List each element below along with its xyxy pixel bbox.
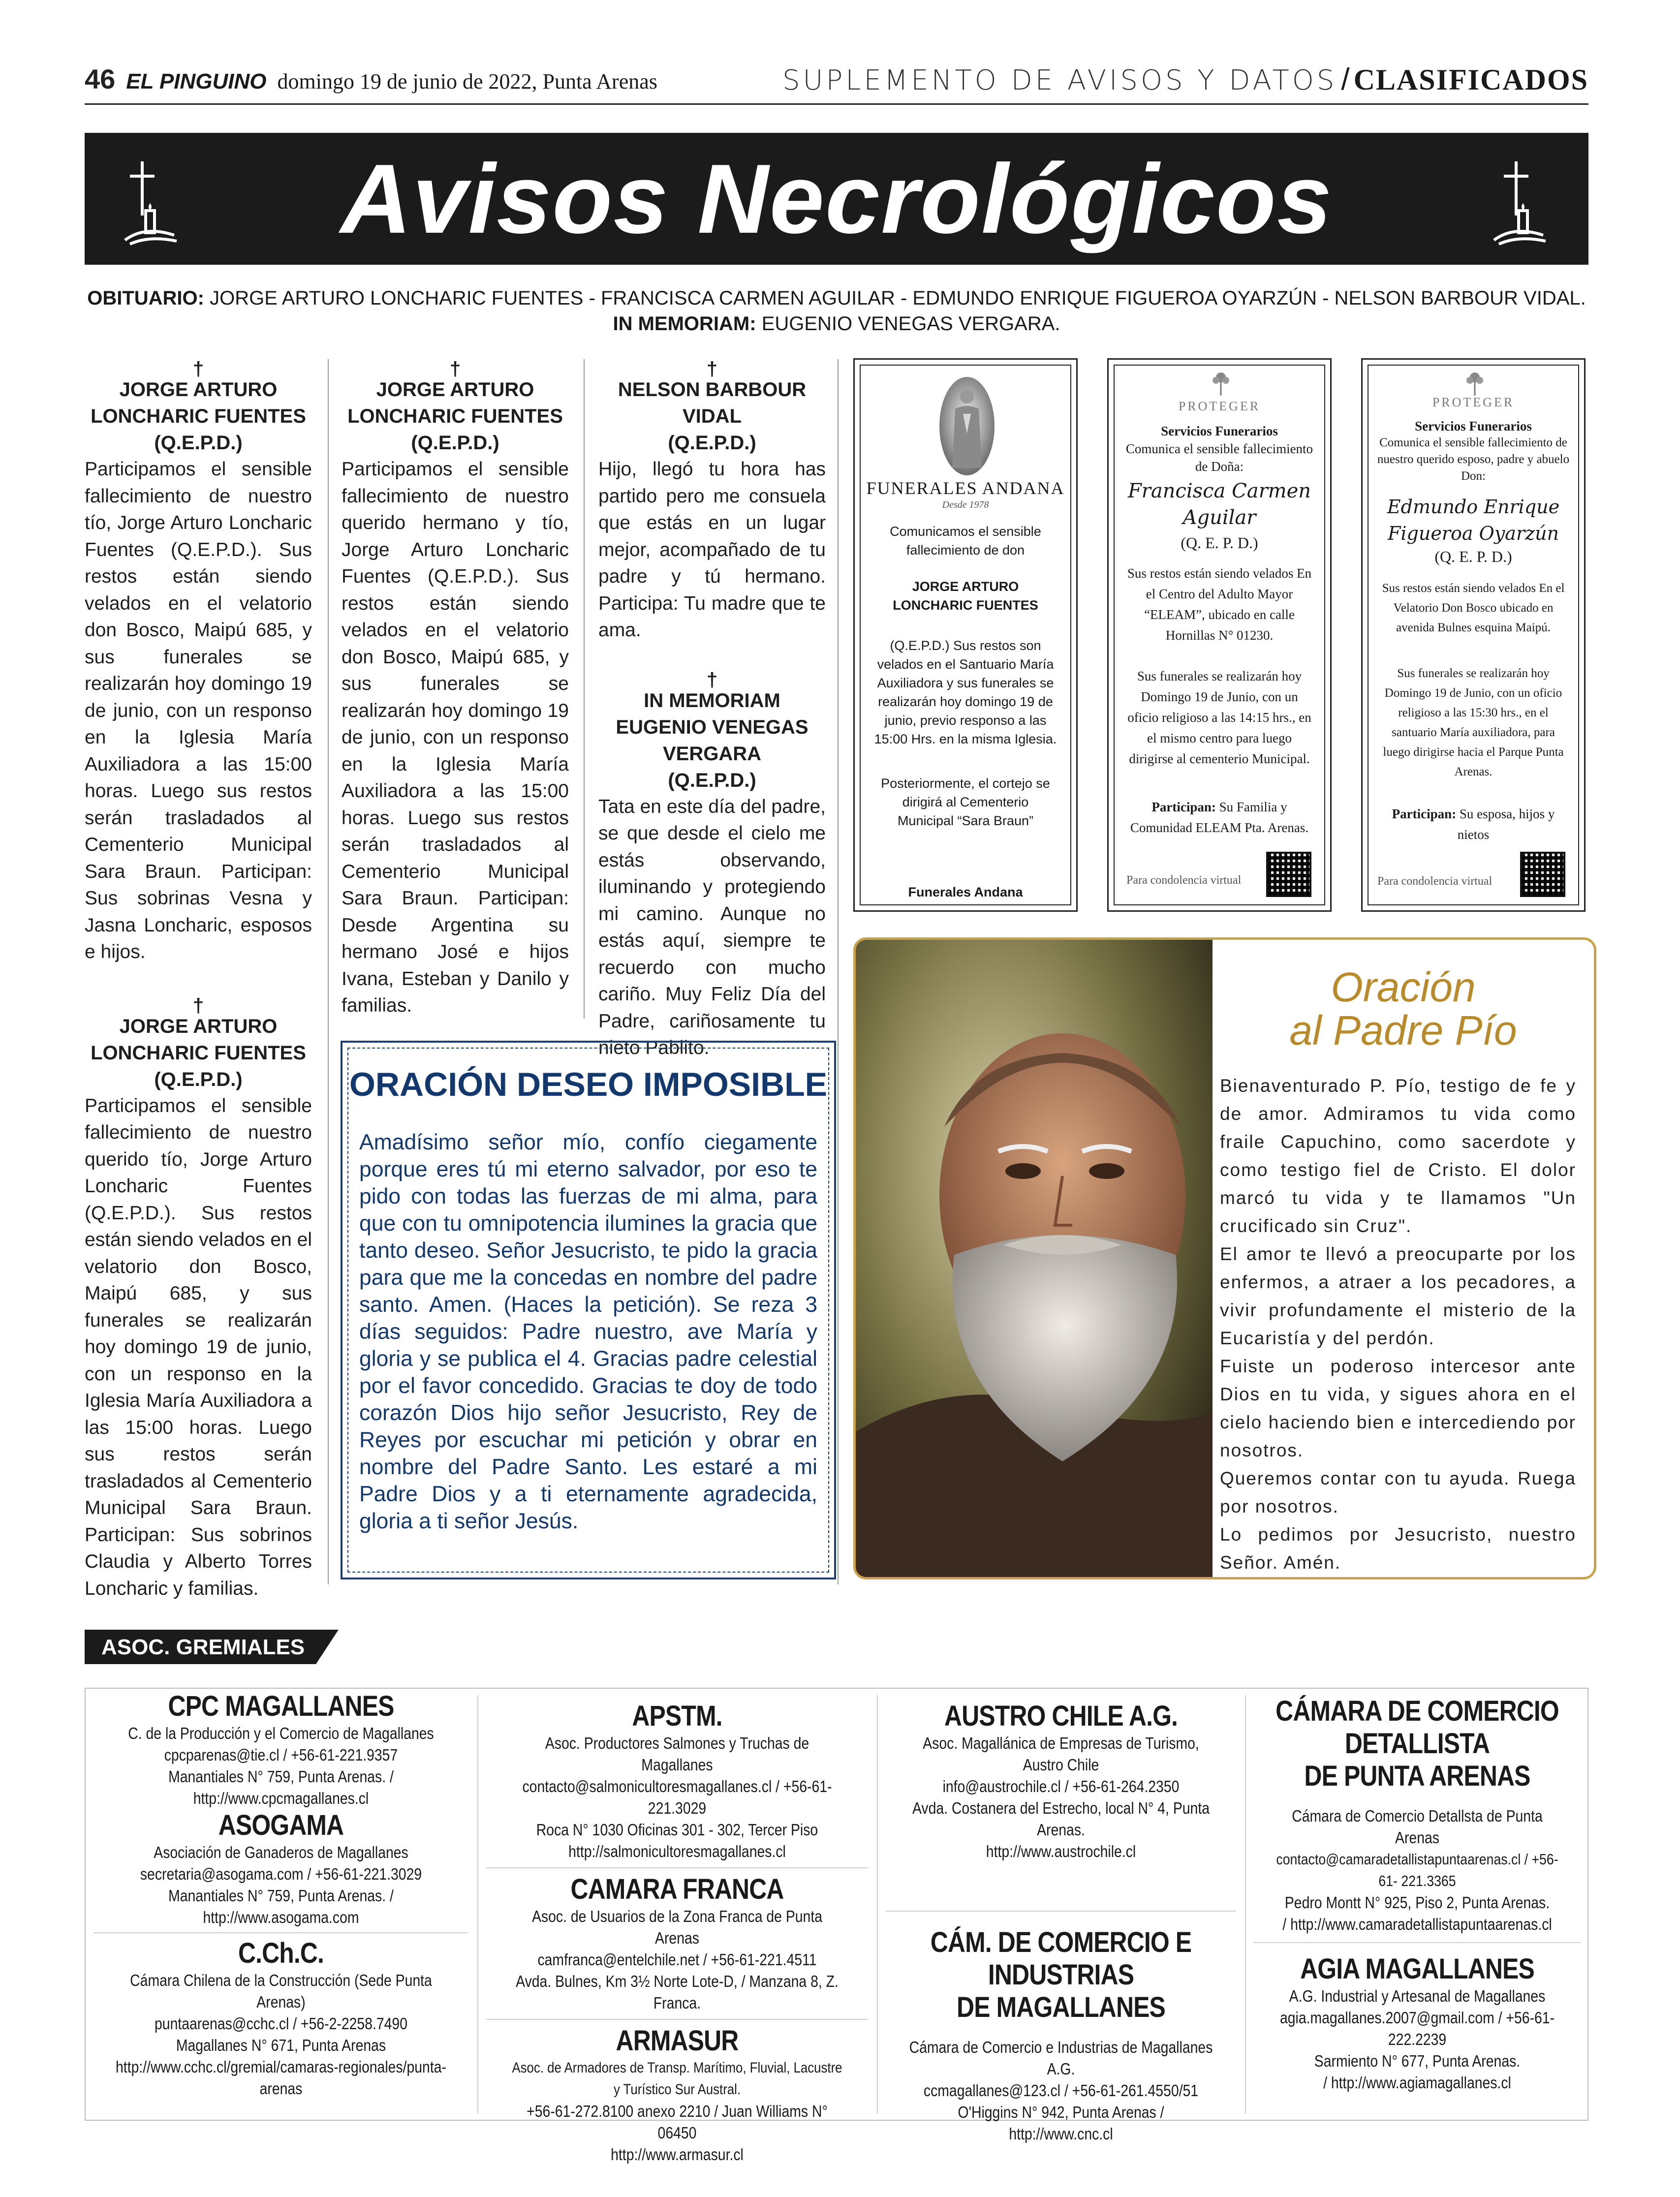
gremial-line: A.G. Industrial y Artesanal de Magallanes (1289, 1987, 1546, 2005)
oracion-pio-title (1213, 965, 1594, 1052)
oracion-pio-title-2: al Padre Pío (1289, 1007, 1517, 1053)
gremial-line: Manantiales N° 759, Punta Arenas. / http://www.cpcmagallanes.cl (168, 1767, 394, 1807)
cross-icon: † (706, 358, 718, 380)
deceased-name: Francisca Carmen Aguilar (1127, 480, 1311, 529)
column-divider (328, 359, 329, 1584)
notice-body: Participamos el sensible fallecimiento de nuestro querido tío, Jorge Arturo Loncharic Fuentes (Q.E.P.D.). Sus restos están siendo velados en el velatorio don Bosco, Maipú 685, y sus funerales se realizarán hoy domingo 19 de junio, con un responso en la Iglesia María Auxiliadora a las 15:00 horas. Luego sus restos serán trasladados al Cementerio Municipal Sara Braun. Participan: Sus sobrinos Claudia y Alberto Torres Loncharic y familias. (85, 1095, 312, 1599)
padre-pio-photo (856, 940, 1213, 1577)
gremial-name: APSTM. (632, 1700, 722, 1732)
gremial-line: http://www.austrochile.cl (986, 1842, 1136, 1860)
participan-text: Su esposa, hijos y nietos (1457, 806, 1555, 842)
gremiales-divider (877, 1695, 878, 2113)
notice-name: LONCHARIC FUENTES (347, 405, 563, 427)
gremial-separator (1254, 1942, 1581, 1943)
notice-column-1 (85, 358, 312, 1602)
notice-qepd: (Q.E.P.D.) (411, 432, 499, 454)
andana-brand-sub: Desde 1978 (942, 499, 989, 510)
participan-text: Su Familia y Comunidad ELEAM Pta. Arenas. (1130, 800, 1309, 835)
gremial-line: / http://www.agiamagallanes.cl (1323, 2073, 1511, 2092)
gremiales-column-4 (1249, 1695, 1586, 2094)
gremial-line: agia.magallanes.2007@gmail.com / +56-61-222.2239 (1279, 2009, 1555, 2048)
notice-qepd: (Q.E.P.D.) (668, 432, 756, 454)
gremiales-column-2 (481, 1700, 873, 2166)
gremiales-divider (1245, 1695, 1246, 2113)
gremial-line: Manantiales N° 759, Punta Arenas. / http://www.asogama.com (168, 1887, 394, 1926)
gremial-line: Avda. Costanera del Estrecho, local N° 4, Punta Arenas. (912, 1799, 1210, 1839)
qr-code-icon[interactable] (1520, 852, 1565, 897)
gremial-line: info@austrochile.cl / +56-61-264.2350 (942, 1777, 1180, 1795)
notice-name: JORGE ARTURO (376, 379, 534, 401)
cross-icon: † (192, 994, 204, 1017)
proteger-qepd: (Q. E. P. D.) (1181, 534, 1258, 552)
andana-brand: FUNERALES ANDANA (866, 478, 1065, 498)
supplement-title: SUPLEMENTO DE AVISOS Y DATOS (782, 64, 1338, 96)
oracion-deseo-box (341, 1041, 836, 1579)
cross-icon: † (706, 669, 718, 691)
obituario-label: OBITUARIO: (87, 287, 204, 309)
gremial-line: Sarmiento N° 677, Punta Arenas. (1314, 2052, 1521, 2070)
gremial-name: ASOGAMA (218, 1809, 344, 1841)
gremial-line: C. de la Producción y el Comercio de Magallanes (128, 1724, 434, 1742)
notice-name: LONCHARIC FUENTES (91, 1042, 306, 1064)
gremial-line: http://www.cchc.cl/gremial/camaras-regionales/punta-arenas (116, 2058, 446, 2098)
proteger-qepd: (Q. E. P. D.) (1434, 548, 1512, 565)
oracion-pio-paragraph: Bienaventurado P. Pío, testigo de fe y de amor. Admiramos tu vida como fraile Capuchino, como sacerdote y como testigo fiel de Cristo. El dolor marcó tu vida y te llamamos "Un crucificado sin Cruz". (1220, 1076, 1576, 1236)
banner-title: Avisos Necrológicos (340, 144, 1333, 254)
notice-column-2 (342, 358, 569, 1020)
gremial-name: AUSTRO CHILE A.G. (944, 1700, 1178, 1732)
gremial-line: contacto@salmonicultoresmagallanes.cl / +56-61-221.3029 (522, 1777, 832, 1817)
funeral-card-andana (853, 358, 1078, 912)
gremial-line: Pedro Montt N° 925, Piso 2, Punta Arenas. (1284, 1893, 1550, 1912)
gremial-line: puntaarenas@cchc.cl / +56-2-2258.7490 (155, 2014, 407, 2033)
header-slash: / (1341, 62, 1350, 96)
gremiales-divider (477, 1695, 478, 2113)
virgin-mary-icon (937, 374, 996, 478)
cross-icon: † (192, 358, 204, 380)
header-rule (85, 103, 1588, 105)
proteger-body-2: Sus funerales se realizarán hoy Domingo 19 de Junio, con un oficio religioso a las 14:15 hrs., en el mismo centro para luego dirigirse al cementerio Municipal. (1127, 669, 1311, 766)
funeral-card-proteger-1 (1107, 358, 1332, 912)
notice-body: Participamos el sensible fallecimiento de nuestro tío, Jorge Arturo Loncharic Fuentes (Q.E.P.D.). Sus restos están siendo velados en el velatorio don Bosco, Maipú 685, y sus funerales se realizarán hoy domingo 19 de junio, con un responso en la Iglesia María Auxiliadora a las 15:00 horas. Luego sus restos serán trasladados al Cementerio Municipal Sara Braun. Participan: Sus sobrinas Vesna y Jasna Loncharic, esposos e hijos. (85, 459, 312, 962)
andana-name: JORGE ARTURO (912, 579, 1019, 594)
proteger-brand: PROTEGER (1432, 395, 1515, 409)
notice-qepd: (Q.E.P.D.) (668, 769, 756, 791)
proteger-body-2: Sus funerales se realizarán hoy Domingo 19 de Junio, con un oficio religioso a las 15:30 hrs., en el santuario María auxiliadora, para luego dirigirse hacia el Parque Punta Arenas. (1383, 667, 1564, 778)
gremial-line: camfranca@entelchile.net / +56-61-221.4511 (537, 1950, 817, 1969)
proteger-participan (1377, 804, 1569, 845)
issue-date: domingo 19 de junio de 2022, Punta Arenas (277, 69, 657, 93)
notice-name: EUGENIO VENEGAS (616, 716, 809, 738)
notice-body: Participamos el sensible fallecimiento de nuestro querido hermano y tío, Jorge Arturo Loncharic Fuentes (Q.E.P.D.). Sus restos están siendo velados en el velatorio don Bosco, Maipú 685, y sus funerales se realizarán hoy domingo 19 de junio, con un responso en la Iglesia María Auxiliadora a las 15:00 horas. Luego sus restos serán trasladados al Cementerio Municipal Sara Braun. Participan: Desde Argentina su hermano José e hijos Ivana, Esteban y Danilo y familias. (342, 459, 569, 1016)
gremial-name: CPC MAGALLANES (168, 1690, 394, 1722)
proteger-service: Servicios Funerarios (1161, 424, 1278, 438)
notice-name: JORGE ARTURO (119, 379, 278, 401)
condolencia-label: Para condolencia virtual (1377, 875, 1493, 888)
proteger-brand: PROTEGER (1178, 399, 1261, 413)
gremial-line: Cámara Chilena de la Construcción (Sede Punta Arenas) (130, 1971, 432, 2011)
gremial-separator (886, 1911, 1236, 1912)
column-divider (838, 359, 839, 1584)
gremial-line: Asoc. de Armadores de Transp. Marítimo, Fluvial, Lacustre y Turístico Sur Austral. (512, 2060, 842, 2098)
obituario-names: JORGE ARTURO LONCHARIC FUENTES - FRANCISCA CARMEN AGUILAR - EDMUNDO ENRIQUE FIGUEROA OYARZÚN - NELSON BARBOUR VIDAL. (210, 287, 1586, 309)
gremial-name: CÁM. DE COMERCIO E INDUSTRIAS (930, 1926, 1192, 1991)
oracion-pio-body (1220, 1072, 1576, 1577)
page-header-left (85, 63, 657, 98)
oracion-pio-paragraph: El amor te llevó a preocuparte por los enfermos, a atraer a los pecadores, a vivir profundamente el misterio de la Eucaristía y del perdón. (1220, 1244, 1576, 1348)
gremial-line: contacto@camaradetallistapuntaarenas.cl / +56-61- 221.3365 (1276, 1851, 1558, 1889)
gremial-line: Magallanes N° 671, Punta Arenas (176, 2036, 386, 2054)
oracion-padre-pio-box (853, 937, 1596, 1579)
gremial-line: http://salmonicultoresmagallanes.cl (568, 1842, 786, 1860)
column-divider (584, 359, 585, 1019)
notice-qepd: (Q.E.P.D.) (154, 432, 243, 454)
gremial-separator (486, 1867, 868, 1868)
gremial-line: / http://www.camaradetallistapuntaarenas.cl (1282, 1915, 1552, 1933)
flower-icon (1462, 369, 1487, 398)
gremial-name: ARMASUR (616, 2025, 739, 2057)
gremiales-label: ASOC. GREMIALES (101, 1635, 305, 1659)
proteger-intro: Comunica el sensible fallecimiento de nuestro querido esposo, padre y abuelo Don: (1377, 436, 1570, 483)
notice-name: VERGARA (662, 743, 762, 765)
notice-body: Hijo, llegó tu hora has partido pero me consuela que estás en un lugar mejor, acompañado de tu padre y tú hermano. Participa: Tu madre que te ama. (598, 459, 826, 641)
qr-code-icon[interactable] (1266, 852, 1311, 897)
oracion-pio-paragraph: Queremos contar con tu ayuda. Ruega por nosotros. (1220, 1468, 1576, 1516)
oracion-pio-paragraph: Fuiste un poderoso intercesor ante Dios en tu vida, y sigues ahora en el cielo haciendo bien e intercediendo por nosotros. (1220, 1356, 1576, 1460)
andana-intro: Comunicamos el sensible fallecimiento de don (890, 524, 1041, 557)
gremial-line: ccmagallanes@123.cl / +56-61-261.4550/51 (923, 2081, 1199, 2100)
notice-qepd: (Q.E.P.D.) (154, 1068, 243, 1090)
gremial-name: CÁMARA DE COMERCIO DETALLISTA (1276, 1695, 1559, 1760)
notice-name: NELSON BARBOUR (618, 379, 807, 401)
andana-body: (Q.E.P.D.) Sus restos son velados en el Santuario María Auxiliadora y sus funerales se realizarán hoy domingo 19 de junio, previo responso a las 15:00 Hrs. en la misma Iglesia. (874, 638, 1057, 746)
oracion-pio-title-1: Oración (1331, 964, 1476, 1010)
page-header-right (782, 62, 1588, 97)
notice-body: Tata en este día del padre, se que desde el cielo me estás observando, iluminando y protegiendo mi camino. Aunque no estás aquí, siempre te recuerdo con mucho cariño. Muy Feliz Día del Padre, cariñosamente tu nieto Pablito. (598, 796, 826, 1058)
andana-name: LONCHARIC FUENTES (893, 598, 1038, 613)
oracion-deseo-title: ORACIÓN DESEO IMPOSIBLE (349, 1066, 827, 1103)
participan-label: Participan: (1151, 800, 1216, 814)
gremial-line: Avda. Bulnes, Km 3½ Norte Lote-D, / Manzana 8, Z. Franca. (516, 1972, 839, 2012)
participan-label: Participan: (1392, 806, 1457, 821)
proteger-participan (1126, 797, 1312, 838)
notice-name: JORGE ARTURO (119, 1015, 278, 1037)
condolencia-label: Para condolencia virtual (1126, 874, 1242, 887)
notice-column-3 (598, 358, 826, 1062)
gremial-line: Cámara de Comercio Detallsta de Punta Arenas (1292, 1807, 1543, 1847)
flower-icon (1209, 369, 1233, 398)
gremial-name: AGIA MAGALLANES (1300, 1953, 1534, 1985)
gremiales-column-3 (881, 1700, 1241, 2145)
proteger-body: Sus restos están siendo velados En el Centro del Adulto Mayor “ELEAM”, ubicado en calle Hornillas N° 01230. (1127, 566, 1312, 643)
memoriam-name: EUGENIO VENEGAS VERGARA. (761, 313, 1060, 335)
notice-name: LONCHARIC FUENTES (91, 405, 306, 427)
gremial-line: Asoc. Magallánica de Empresas de Turismo, Austro Chile (923, 1734, 1199, 1774)
gremial-line: O'Higgins N° 942, Punta Arenas / http://www.cnc.cl (958, 2103, 1164, 2143)
gremial-line: secretaria@asogama.com / +56-61-221.3029 (140, 1865, 422, 1883)
notice-heading: IN MEMORIAM (644, 689, 780, 712)
gremial-separator (486, 2019, 868, 2020)
gremial-line: Asociación de Ganaderos de Magallanes (154, 1843, 408, 1861)
gremial-line: cpcparenas@tie.cl / +56-61-221.9357 (164, 1746, 398, 1764)
gremial-line: Asoc. de Usuarios de la Zona Franca de Punta Arenas (531, 1907, 823, 1947)
obituario-summary (85, 285, 1588, 337)
cross-icon: † (449, 358, 461, 380)
gremial-name: C.Ch.C. (238, 1937, 324, 1969)
proteger-service: Servicios Funerarios (1415, 419, 1532, 433)
gremial-line: Cámara de Comercio e Industrias de Magallanes A.G. (909, 2038, 1213, 2078)
andana-signature: Funerales Andana (908, 885, 1023, 899)
gremial-line: Roca N° 1030 Oficinas 301 - 302, Tercer Piso (536, 1821, 818, 1839)
newspaper-name: EL PINGUINO (126, 69, 267, 93)
oracion-pio-paragraph: Lo pedimos por Jesucristo, nuestro Señor. Amén. (1220, 1524, 1576, 1573)
gremial-separator (93, 1932, 468, 1933)
gremial-line: Asoc. Productores Salmones y Truchas de Magallanes (545, 1734, 809, 1774)
gremial-name: CAMARA FRANCA (570, 1873, 784, 1905)
andana-body-2: Posteriormente, el cortejo se dirigirá al Cementerio Municipal “Sara Braun” (881, 776, 1050, 828)
gremiales-column-1 (89, 1690, 473, 2100)
gremial-name: DE MAGALLANES (957, 1991, 1165, 2023)
memoriam-label: IN MEMORIAM: (613, 313, 756, 335)
gremial-line: http://www.armasur.cl (611, 2145, 744, 2164)
page-number: 46 (85, 63, 116, 94)
deceased-name: Edmundo Enrique Figueroa Oyarzún (1387, 496, 1560, 544)
oracion-deseo-body: Amadísimo señor mío, confío ciegamente porque eres tú mi eterno salvador, por eso te pido con todas las fuerzas de mi alma, para que con tu omnipotencia ilumines la gracia que tanto deseo. Señor Jesucristo, te pido la gracia para que me la concedas en nombre del padre santo. Amen. (Haces la petición). Se reza 3 días seguidos: Padre nuestro, ave María y gloria y se publica el 4. Gracias padre celestial por el favor concedido. Gracias te doy de todo corazón Dios hijo señor Jesucristo, Rey de Reyes por escuchar mi petición y obrar en nombre del Padre Santo. Les estaré a mi Padre Dios y a ti eternamente agradecida, gloria a ti señor Jesús. (359, 1130, 817, 1533)
section-title: CLASIFICADOS (1353, 63, 1588, 96)
funeral-card-proteger-2 (1361, 358, 1586, 912)
gremial-line: +56-61-272.8100 anexo 2210 / Juan Williams N° 06450 (527, 2102, 828, 2142)
notice-name: VIDAL (683, 405, 742, 427)
gremial-name: DE PUNTA ARENAS (1304, 1760, 1530, 1792)
avisos-banner (85, 133, 1588, 265)
proteger-intro: Comunica el sensible fallecimiento de Doña: (1125, 441, 1313, 474)
cross-candle-icon (1489, 156, 1553, 250)
proteger-body: Sus restos están siendo velados En el Velatorio Don Bosco ubicado en avenida Bulnes esquina Maipú. (1382, 582, 1565, 634)
